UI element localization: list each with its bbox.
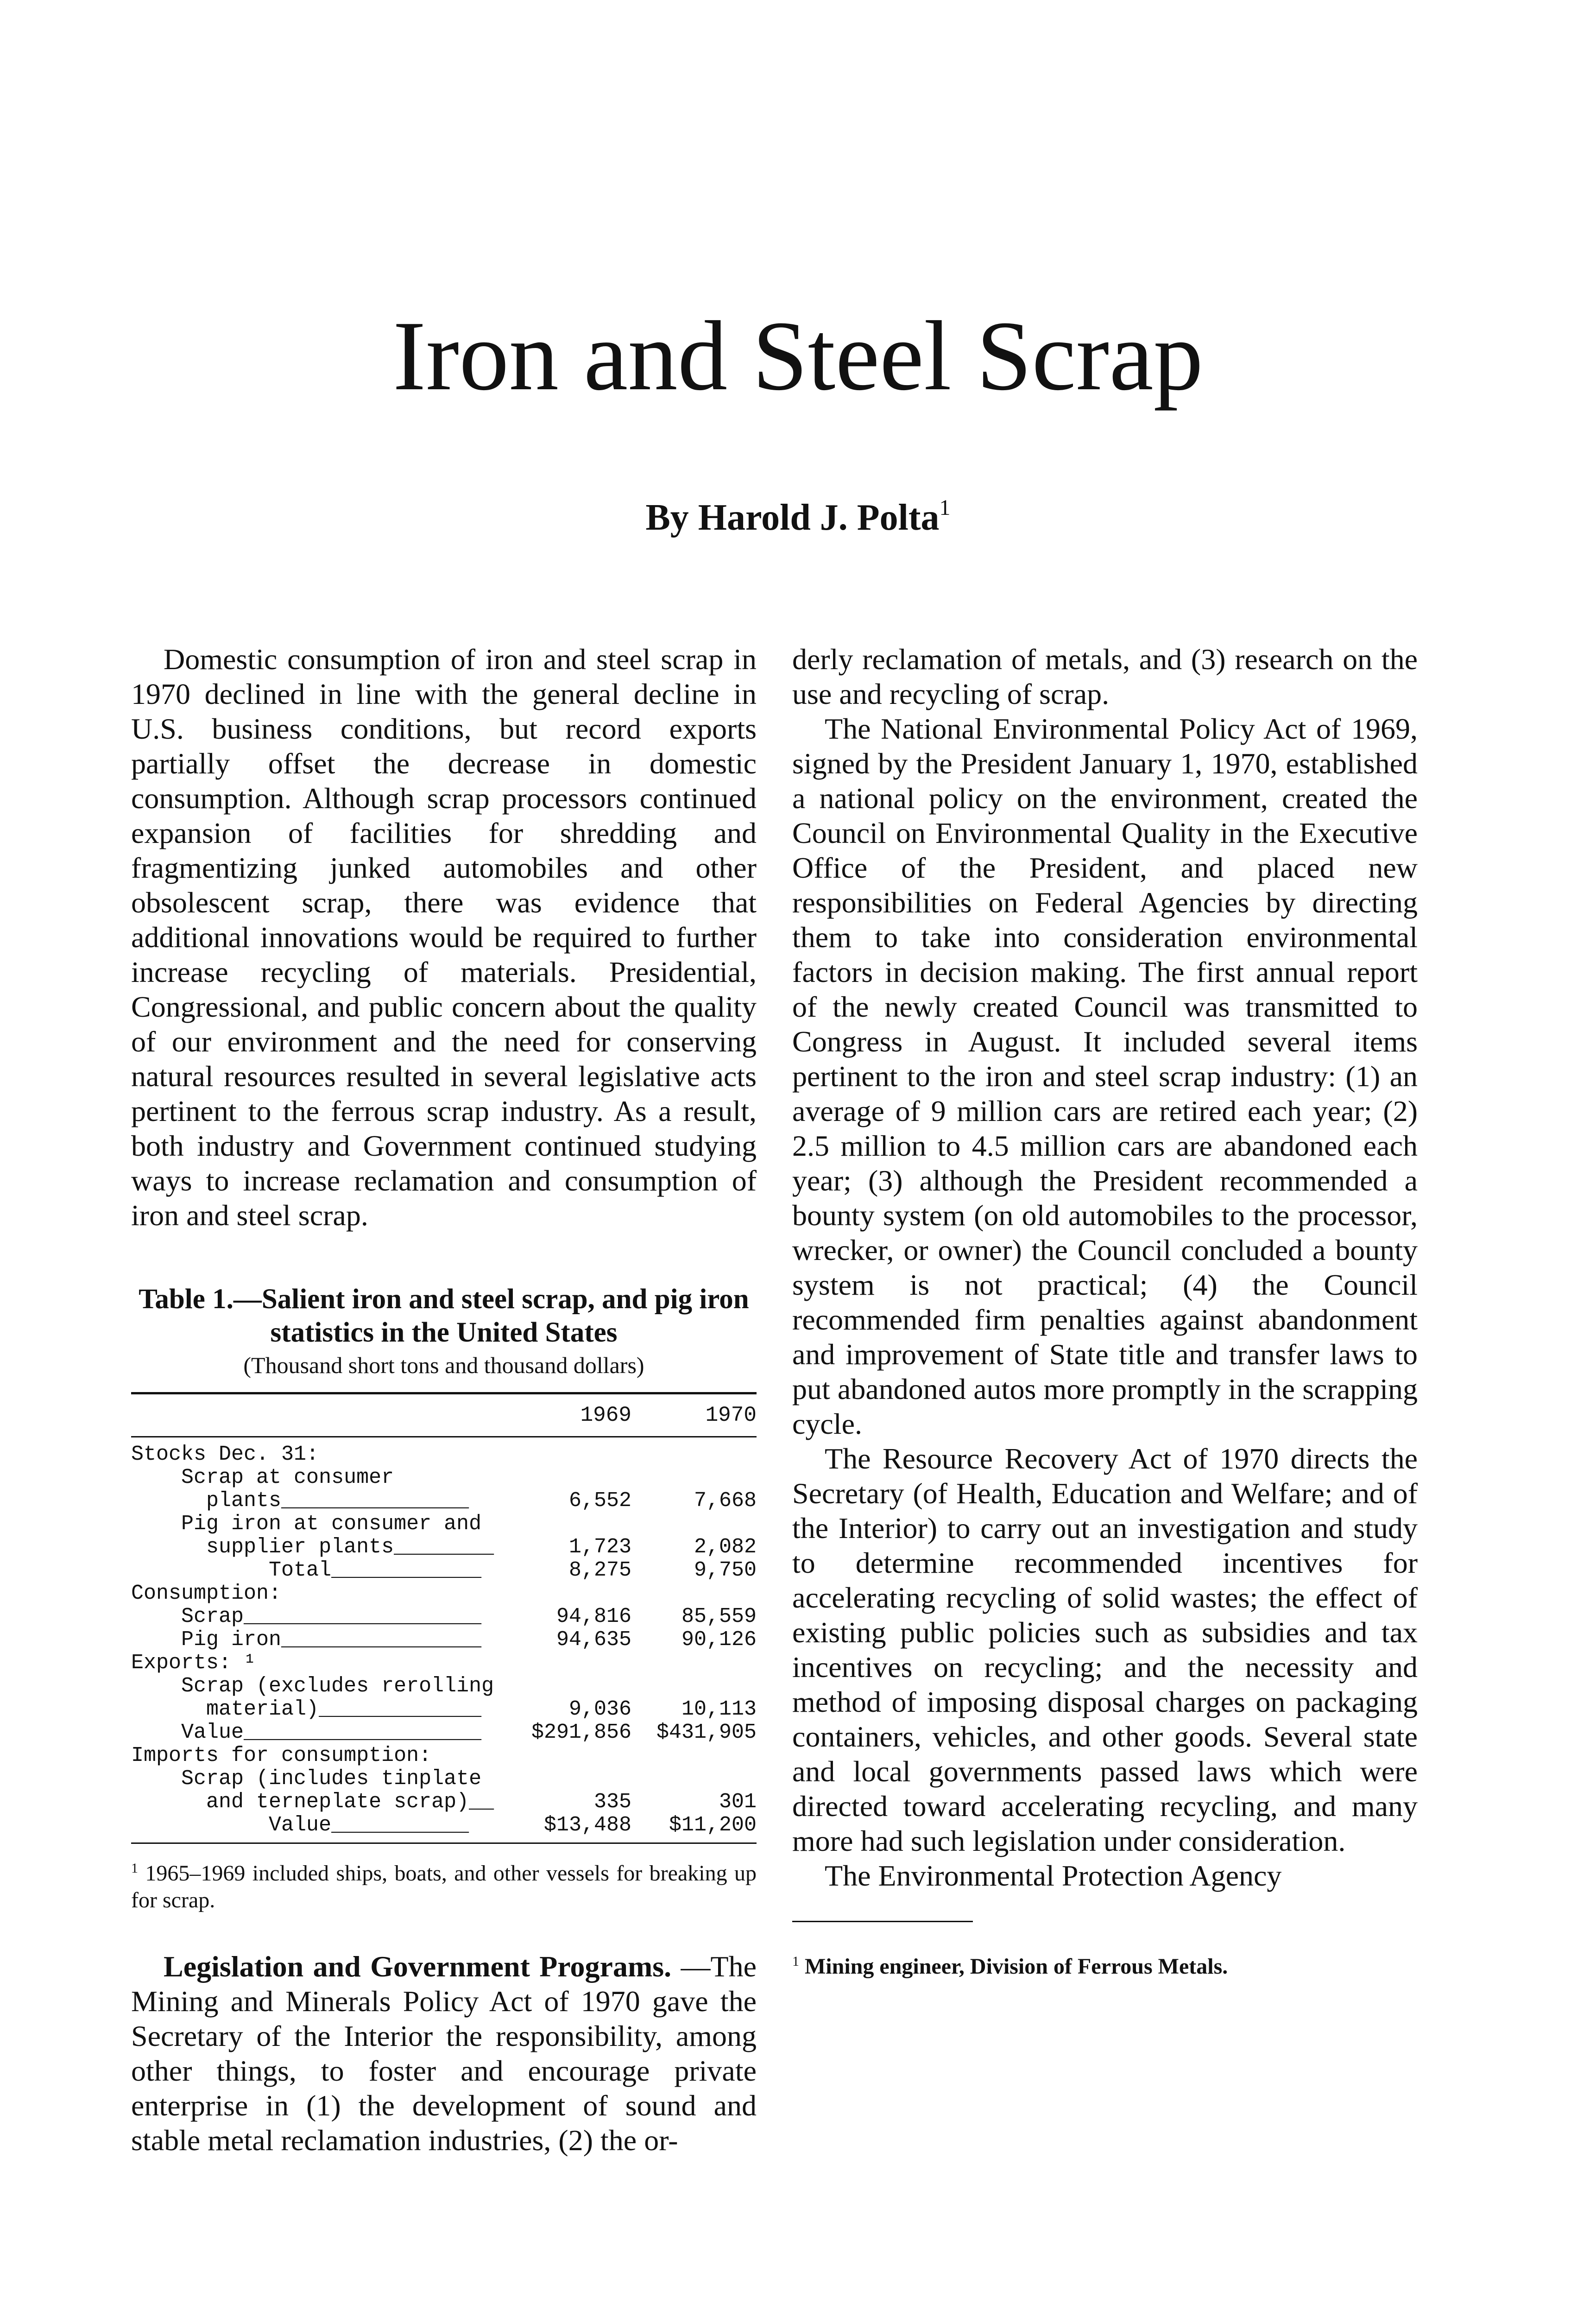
table-row	[131, 1559, 757, 1582]
table-row	[131, 1582, 757, 1605]
table-footnote-text: 1965–1969 included ships, boats, and other vessels for breaking up for scrap.	[131, 1861, 757, 1912]
table-row	[131, 1767, 757, 1791]
table-cell-1970: 2,082	[694, 1535, 757, 1559]
table-cell-1970: 9,750	[694, 1558, 757, 1582]
intro-paragraph: Domestic consumption of iron and steel scrap in 1970 declined in line with the general decline in U.S. business conditions, but record exports partially offset the decrease in domestic consumption. Although scrap processors continued expansion of facilities for shredding and fragmentizing junked automobiles and other obsolescent scrap, there was evidence that additional innovations would be required to further increase recycling of materials. Presidential, Congressional, and public concern about the quality of our environment and the need for conserving natural resources resulted in several legislative acts pertinent to the ferrous scrap industry. As a result, both industry and Government continued studying ways to increase reclamation and consumption of iron and steel scrap.	[131, 643, 757, 1232]
table-cell-1970: 301	[719, 1790, 757, 1814]
column-header-1969: 1969	[580, 1403, 631, 1427]
table-row-label: Pig iron________________	[131, 1628, 482, 1652]
table-row	[131, 1443, 757, 1466]
table-cell-1969: 94,816	[556, 1605, 631, 1628]
page-footnote-ref: 1	[792, 1954, 799, 1969]
table-row-label: material)_____________	[131, 1698, 482, 1721]
table-cell-1969: 94,635	[556, 1628, 631, 1652]
section-text: —The Mining and Minerals Policy Act of 1970 gave the Secretary of the Interior the responsibility, among other things, to foster and encourage private enterprise in (1) the development of sound and stable metal reclamation industries, (2) the or-	[131, 1950, 757, 2157]
table-row	[131, 1605, 757, 1628]
table-cell-1969: 9,036	[568, 1697, 631, 1721]
table-cell-1969: $291,856	[531, 1721, 631, 1744]
table-row	[131, 1536, 757, 1559]
table-row	[131, 1652, 757, 1675]
footnote-rule	[792, 1921, 973, 1922]
table-row-label: Imports for consumption:	[131, 1744, 432, 1767]
table-row-label: Pig iron at consumer and	[131, 1513, 482, 1536]
table-row	[131, 1628, 757, 1652]
page-footnote	[792, 1954, 1418, 1979]
table-row-label: Scrap at consumer	[131, 1466, 394, 1489]
table-row-label: Scrap (excludes rerolling	[131, 1675, 494, 1698]
table-row	[131, 1698, 757, 1721]
table-body	[131, 1437, 757, 1842]
table-cell-1970: 90,126	[681, 1628, 757, 1652]
table-row	[131, 1814, 757, 1837]
column-header-1970: 1970	[705, 1403, 757, 1427]
author-line	[0, 495, 1596, 539]
table-1	[131, 1283, 757, 1914]
table-row-label: Exports: ¹	[131, 1652, 257, 1675]
table-cell-1969: 335	[593, 1790, 631, 1814]
table-cell-1970: $11,200	[669, 1813, 757, 1837]
table-bottom-rule	[131, 1842, 757, 1844]
table-footnote-ref: 1	[131, 1861, 138, 1876]
right-paragraph-2: The National Environmental Policy Act of 1969, signed by the President January 1, 1970, established a national policy on the environment, created the Council on Environmental Quality in the Executive Office of the President, and placed new responsibilities on Federal Agencies by directing them to take into consideration environmental factors in decision making. The first annual report of the newly created Council was transmitted to Congress in August. It included several items pertinent to the iron and steel scrap industry: (1) an average of 9 million cars are retired each year; (2) 2.5 million to 4.5 million cars are abandoned each year; (3) although the President recommended a bounty system (on old automobiles to the processor, wrecker, or owner) the Council concluded a bounty system is not practical; (4) the Council recommended firm penalties against abandonment and improvement of State title and transfer laws to put abandoned autos more promptly in the scrapping cycle.	[792, 712, 1418, 1440]
table-header	[131, 1394, 757, 1436]
right-paragraph-1: derly reclamation of metals, and (3) research on the use and recycling of scrap.	[792, 643, 1418, 710]
table-row	[131, 1744, 757, 1767]
right-paragraph-3: The Resource Recovery Act of 1970 directs the Secretary (of Health, Education and Welfare; and of the Interior) to carry out an investigation and study to determine recommended incentives for accelerating recycling of solid wastes; the effect of existing public policies such as subsidies and tax incentives on recycling; and the necessity and method of imposing disposal charges on packaging containers, vehicles, and other goods. Several state and local governments passed laws which were directed toward accelerating recycling, and many more had such legislation under consideration.	[792, 1442, 1418, 1857]
table-cell-1969: 1,723	[568, 1535, 631, 1559]
table-row-label: Value___________	[131, 1814, 469, 1837]
table-row	[131, 1489, 757, 1513]
page-footnote-text: Mining engineer, Division of Ferrous Metals.	[805, 1954, 1228, 1979]
table-row-label: Scrap (includes tinplate	[131, 1767, 482, 1791]
table-cell-1970: 10,113	[681, 1697, 757, 1721]
table-footnote	[131, 1855, 757, 1914]
section-heading: Legislation and Government Programs.	[164, 1950, 672, 1983]
table-row-label: Consumption:	[131, 1582, 282, 1605]
table-cell-1970: 85,559	[681, 1605, 757, 1628]
table-row-label: and terneplate scrap)__	[131, 1791, 494, 1814]
author-name: By Harold J. Polta	[645, 497, 940, 538]
right-paragraph-4: The Environmental Protection Agency	[825, 1859, 1282, 1892]
table-row-label: Stocks Dec. 31:	[131, 1443, 319, 1466]
table-cell-1969: 6,552	[568, 1489, 631, 1513]
left-column	[131, 642, 757, 2158]
table-row-label: supplier plants________	[131, 1536, 494, 1559]
table-cell-1969: 8,275	[568, 1558, 631, 1582]
table-subtitle: (Thousand short tons and thousand dollars)	[243, 1352, 644, 1378]
page-title: Iron and Steel Scrap	[392, 300, 1204, 411]
table-row	[131, 1675, 757, 1698]
table-row	[131, 1513, 757, 1536]
table-row	[131, 1721, 757, 1744]
right-column	[792, 642, 1418, 1979]
table-row	[131, 1791, 757, 1814]
table-row-label: plants_______________	[131, 1489, 469, 1513]
table-cell-1970: 7,668	[694, 1489, 757, 1513]
table-row-label: Total____________	[131, 1559, 482, 1582]
table-row	[131, 1466, 757, 1489]
author-footnote-ref: 1	[939, 495, 951, 520]
table-row-label: Value___________________	[131, 1721, 482, 1744]
table-row-label: Scrap___________________	[131, 1605, 482, 1628]
table-title: Table 1.—Salient iron and steel scrap, and pig iron statistics in the United States	[139, 1284, 749, 1348]
table-cell-1969: $13,488	[543, 1813, 631, 1837]
legislation-paragraph	[131, 1949, 757, 2158]
table-cell-1970: $431,905	[656, 1721, 757, 1744]
